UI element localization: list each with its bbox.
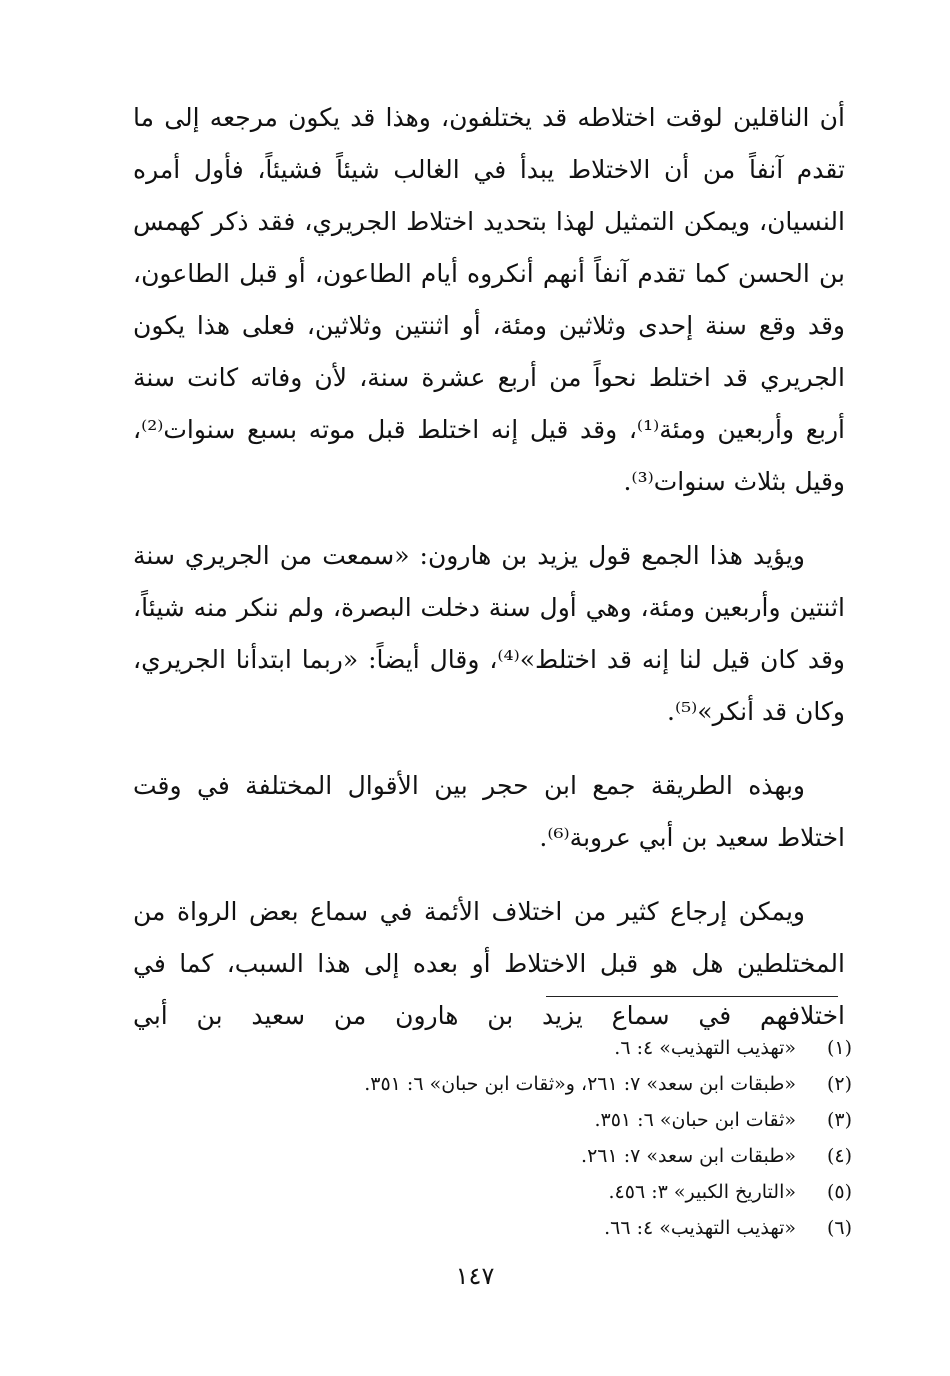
footnote-item [152,1210,852,1246]
paragraph-3: وبهذه الطريقة جمع ابن حجر بين الأقوال المختلفة في وقت اختلاط سعيد بن أبي عروبة⁽⁶⁾. [133,771,845,852]
footnote-number: (١) [826,1037,852,1059]
footnote-number: (٢) [826,1073,852,1095]
footnote-text: «تهذيب التهذيب» ٤: ٦. [614,1037,796,1059]
footnote-text: «طبقات ابن سعد» ٧: ٢٦١، و«ثقات ابن حبان» ٦: ٣٥١. [364,1073,796,1095]
footnote-item [152,1066,852,1102]
paragraph-1: أن الناقلين لوقت اختلاطه قد يختلفون، وهذا قد يكون مرجعه إلى ما تقدم آنفاً من أن الاختلاط يبدأ في الغالب شيئاً فشيئاً، فأول أمره النسيان، ويمكن التمثيل لهذا بتحديد اختلاط الجريري، فقد ذكر كهمس بن الحسن كما تقدم آنفاً أنهم أنكروه أيام الطاعون، أو قبل الطاعون، وقد وقع سنة إحدى وثلاثين ومئة، أو اثنتين وثلاثين، فعلى هذا يكون الجريري قد اختلط نحواً من أربع عشرة سنة، لأن وفاته كانت سنة أربع وأربعين ومئة⁽¹⁾، وقد قيل إنه اختلط قبل موته بسبع سنوات⁽²⁾، وقيل بثلاث سنوات⁽³⁾. [133,103,845,496]
main-text [133,92,845,1064]
footnote-number: (٣) [826,1109,852,1131]
footnote-number: (٥) [826,1181,852,1203]
page-number: ١٤٧ [455,1262,495,1290]
footnote-separator [546,996,838,997]
footnote-text: «التاريخ الكبير» ٣: ٤٥٦. [608,1181,796,1203]
footnote-number: (٦) [826,1217,852,1239]
footnote-text: «ثقات ابن حبان» ٦: ٣٥١. [594,1109,796,1131]
footnote-item [152,1030,852,1066]
footnote-item [152,1102,852,1138]
footnotes [152,1030,852,1246]
paragraph-4: ويمكن إرجاع كثير من اختلاف الأئمة في سماع بعض الرواة من المختلطين هل هو قبل الاختلاط أو بعده إلى هذا السبب، كما في اختلافهم في سماع يزيد بن هارون من سعيد بن أبي [133,897,845,1030]
paragraph-2: ويؤيد هذا الجمع قول يزيد بن هارون: «سمعت من الجريري سنة اثنتين وأربعين ومئة، وهي أول سنة دخلت البصرة، ولم ننكر منه شيئاً، وقد كان قيل لنا إنه قد اختلط»⁽⁴⁾، وقال أيضاً: «ربما ابتدأنا الجريري، وكان قد أنكر»⁽⁵⁾. [133,541,845,726]
footnote-item [152,1174,852,1210]
footnote-number: (٤) [826,1145,852,1167]
footnote-text: «طبقات ابن سعد» ٧: ٢٦١. [581,1145,796,1167]
footnote-text: «تهذيب التهذيب» ٤: ٦٦. [604,1217,796,1239]
footnote-item [152,1138,852,1174]
